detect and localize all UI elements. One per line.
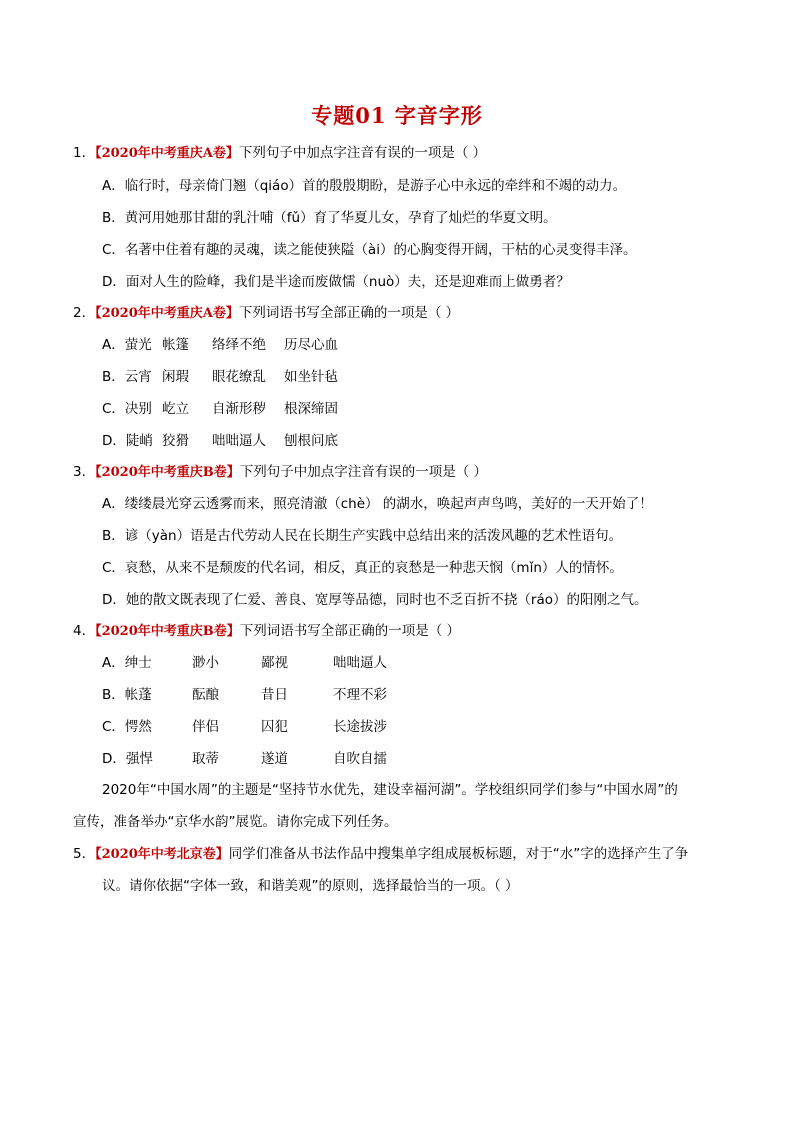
option-word: B．帐蓬 (102, 687, 152, 703)
option-word: 刨根问底 (284, 433, 338, 449)
option-word: A．萤光 (102, 337, 152, 353)
option-word: 历尽心血 (284, 337, 338, 353)
option-word: 取蒂 (192, 751, 219, 767)
question-text: 下列句子中加点字注音有误的一项是（ ） (238, 145, 487, 161)
option-word: 狡猾 (162, 433, 189, 449)
question-number: 5． (73, 846, 96, 862)
option-word: 眼花缭乱 (212, 369, 266, 385)
option-b: B．谚（yàn）语是古代劳动人民在长期生产实践中总结出来的活泼风趣的艺术性语句。 (102, 528, 623, 544)
option-a (102, 654, 387, 672)
option-word: 不理不彩 (333, 687, 387, 703)
question-text: 同学们准备从书法作品中搜集单字组成展板标题，对于“水”字的选择产生了争 (228, 846, 689, 862)
option-a: A．临行时，母亲倚门翘（qiáo）首的殷殷期盼，是游子心中永远的牵绊和不竭的动力。 (102, 178, 627, 194)
option-word: 渺小 (192, 655, 219, 671)
question-source: 【2020年中考重庆A卷】 (95, 146, 239, 161)
option-b (102, 686, 387, 704)
question-number: 2． (73, 305, 96, 321)
option-a: A．缕缕晨光穿云透雾而来，照亮清澈（chè） 的湖水，唤起声声鸟鸣，美好的一天开始了！ (102, 496, 653, 512)
option-d: D．她的散文既表现了仁爱、善良、宽厚等品德，同时也不乏百折不挠（ráo）的阳刚之气。 (102, 592, 648, 608)
option-word: D．陡峭 (102, 433, 153, 449)
option-word: D．强悍 (102, 751, 153, 767)
question-number: 3． (73, 464, 96, 480)
question-2-stem (73, 304, 459, 323)
option-word: 自渐形秽 (212, 401, 266, 417)
option-word: C．愕然 (102, 719, 152, 735)
option-b: B．黄河用她那甘甜的乳汁哺（fǔ）育了华夏儿女，孕育了灿烂的华夏文明。 (102, 210, 557, 226)
option-d: D．面对人生的险峰，我们是半途而废做懦（nuò）夫，还是迎难而上做勇者？ (102, 274, 570, 290)
question-5-stem (73, 845, 688, 864)
option-word: A．绅士 (102, 655, 152, 671)
question-text-continued: 议。请你依据“字体一致，和谐美观”的原则，选择最恰当的一项。（ ） (102, 878, 519, 894)
option-word: 伴侣 (192, 719, 219, 735)
option-word: 长途拔涉 (333, 719, 387, 735)
option-a (102, 336, 338, 354)
option-word: 闲瑕 (162, 369, 189, 385)
option-word: 根深缔固 (284, 401, 338, 417)
question-text: 下列词语书写全部正确的一项是（ ） (238, 305, 460, 321)
option-word: 络绎不绝 (212, 337, 266, 353)
option-d (102, 750, 387, 768)
option-word: 咄咄逼人 (333, 655, 387, 671)
page-title: 专题01 字音字形 (311, 103, 483, 128)
option-word: 如坐针毡 (284, 369, 338, 385)
option-word: 屹立 (162, 401, 189, 417)
option-c (102, 718, 387, 736)
option-word: 帐篷 (162, 337, 189, 353)
question-text: 下列句子中加点字注音有误的一项是（ ） (239, 464, 488, 480)
option-word: 遂道 (261, 751, 288, 767)
question-number: 1． (73, 145, 96, 161)
option-c: C．哀愁，从来不是颓废的代名词，相反，真正的哀愁是一种悲天悯（mǐn）人的情怀。 (102, 560, 623, 576)
option-word: 咄咄逼人 (212, 433, 266, 449)
option-word: B．云宵 (102, 369, 152, 385)
option-d (102, 432, 338, 450)
passage-line: 宣传，准备举办“京华水韵”展览。请你完成下列任务。 (73, 814, 398, 830)
question-source: 【2020年中考北京卷】 (95, 847, 229, 862)
question-4-stem (73, 622, 460, 641)
option-word: 自吹自擂 (333, 751, 387, 767)
option-b (102, 368, 338, 386)
option-word: 囚犯 (261, 719, 288, 735)
question-source: 【2020年中考重庆B卷】 (95, 465, 240, 480)
question-text: 下列词语书写全部正确的一项是（ ） (239, 623, 461, 639)
option-word: 昔日 (261, 687, 288, 703)
option-c (102, 400, 338, 418)
question-number: 4． (73, 623, 96, 639)
passage-line: 2020年“中国水周”的主题是“坚持节水优先，建设幸福河湖”。学校组织同学们参与“中国水周”的 (102, 782, 678, 798)
question-source: 【2020年中考重庆B卷】 (95, 624, 240, 639)
option-word: C．决别 (102, 401, 152, 417)
question-3-stem (73, 463, 487, 482)
question-1-stem (73, 144, 486, 163)
option-word: 酝酿 (192, 687, 219, 703)
question-source: 【2020年中考重庆A卷】 (95, 306, 239, 321)
option-c: C．名著中住着有趣的灵魂，读之能使狭隘（ài）的心胸变得开阔，干枯的心灵变得丰泽。 (102, 242, 637, 258)
option-word: 鄙视 (261, 655, 288, 671)
